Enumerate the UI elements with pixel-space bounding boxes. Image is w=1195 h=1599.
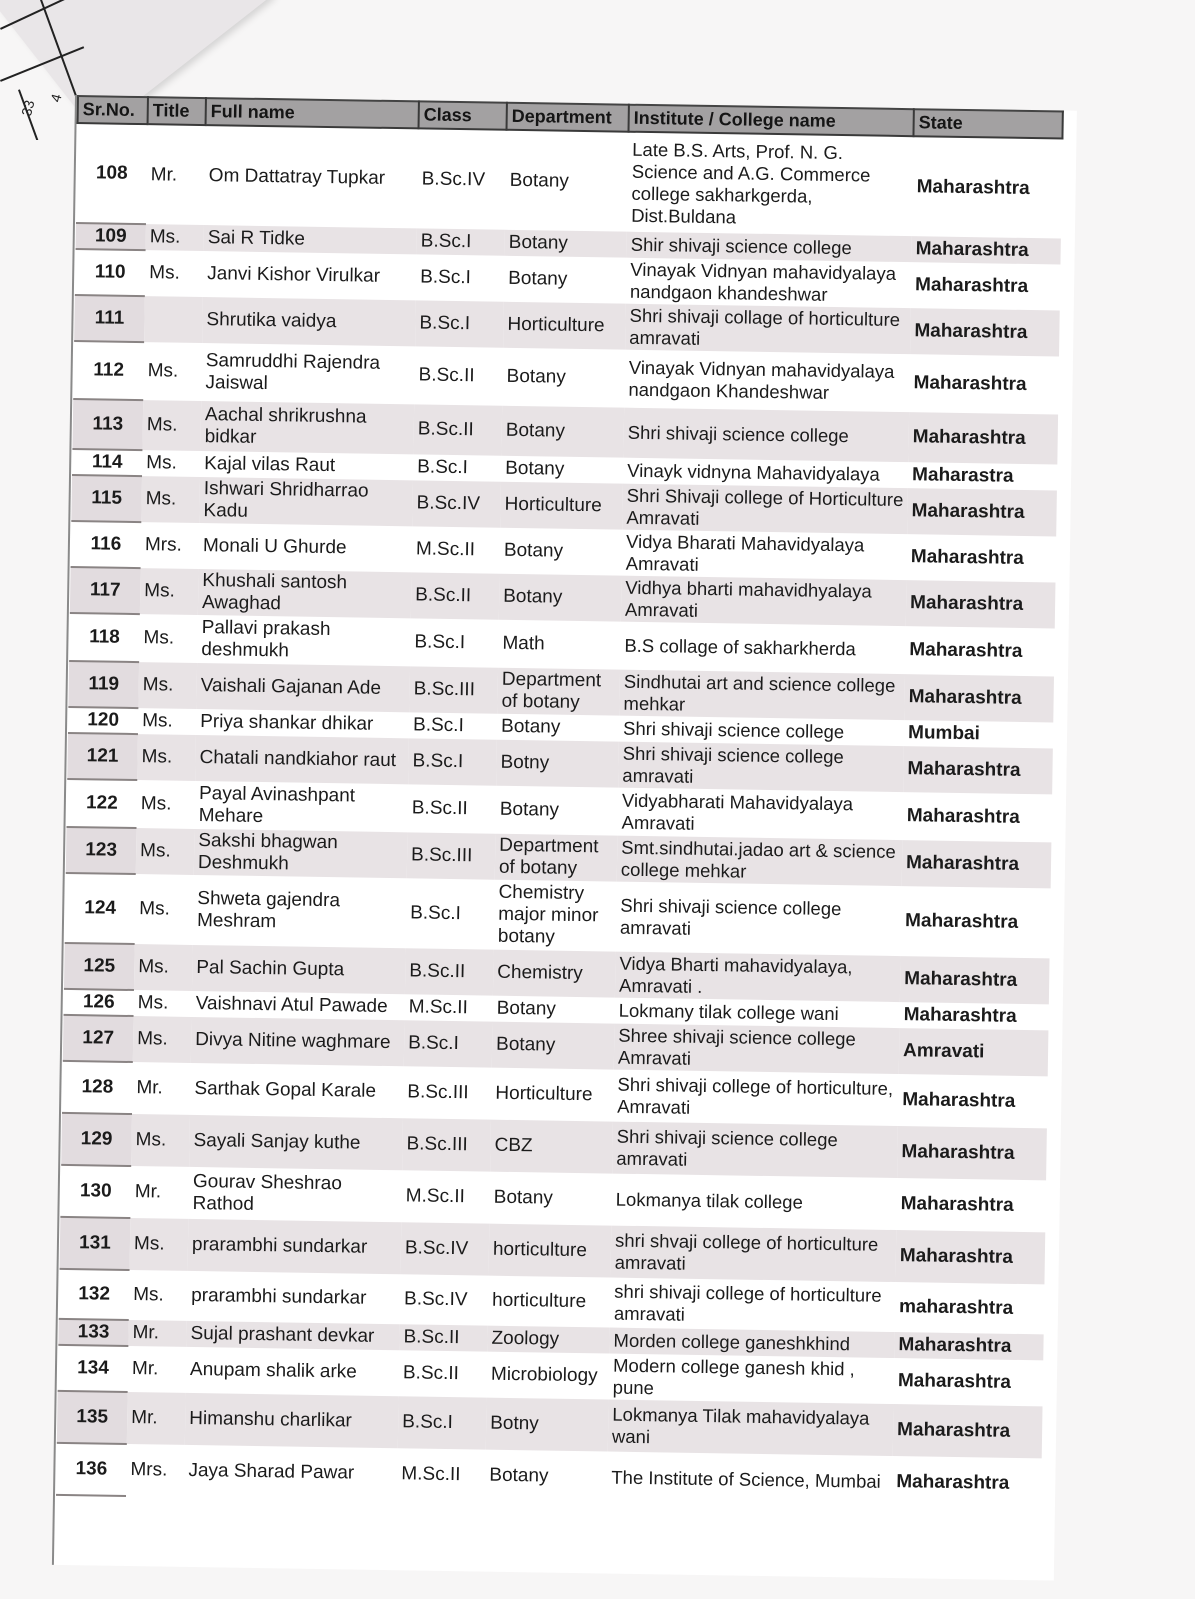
cell-state: Maharashtra — [909, 639, 1023, 662]
cell-sr-no: 123 — [66, 827, 137, 874]
cell-full-name: Priya shankar dhikar — [200, 711, 374, 735]
cell-class: B.Sc.I — [412, 714, 464, 737]
cell-department: Chemistry — [493, 950, 616, 998]
cell-institute: Vinayak Vidnyan mahavidyalaya nandgaon Khandeshwar — [628, 356, 895, 403]
cell-full-name: Pal Sachin Gupta — [192, 945, 406, 994]
cell-department: Department of botany — [495, 834, 618, 882]
cell-class: B.Sc.II — [411, 797, 468, 820]
cell-full-name: Gourav Sheshrao Rathod — [192, 1170, 343, 1215]
cell-institute: Morden college ganeshkhind — [609, 1328, 894, 1358]
cell-title: Mr. — [134, 1181, 162, 1203]
cell-sr-no: 126 — [64, 989, 134, 1016]
cell-institute: Shri shivaji science college — [623, 408, 909, 462]
cell-title: Mr. — [136, 1077, 163, 1099]
cell-class: B.Sc.IV — [412, 480, 501, 527]
document-page — [52, 95, 1077, 1581]
cell-department: Department of botany — [497, 668, 620, 716]
cell-sr-no: 108 — [76, 123, 148, 224]
cell-department: Microbiology — [490, 1363, 598, 1387]
participants-table — [55, 95, 1064, 1511]
cell-institute: shri shvaji college of horticulture amravati — [610, 1226, 896, 1282]
cell-class: B.Sc.I — [410, 902, 462, 925]
header-sr-no: Sr.No. — [78, 96, 148, 124]
cell-class: B.Sc.III — [402, 1118, 491, 1171]
cell-class: B.Sc.III — [407, 1081, 469, 1104]
cell-sr-no: 127 — [63, 1015, 134, 1062]
cell-title: Mrs. — [144, 534, 183, 556]
cell-class: B.Sc.IV — [421, 167, 486, 190]
cell-title: Ms. — [137, 734, 196, 781]
cell-institute: B.S collage of sakharkherda — [624, 634, 856, 660]
cell-sr-no: 125 — [64, 943, 135, 990]
cell-state: Maharashtra — [893, 1404, 1043, 1458]
cell-class: B.Sc.IV — [401, 1222, 490, 1275]
cell-full-name: Vaishali Gajanan Ade — [196, 663, 410, 712]
cell-class: M.Sc.II — [415, 538, 476, 561]
cell-title: Ms. — [137, 992, 169, 1014]
table-row — [76, 123, 1062, 238]
cell-institute: Shir shivaji science college — [627, 232, 912, 262]
cell-department: Botany — [508, 267, 568, 290]
header-institute: Institute / College name — [628, 105, 913, 136]
cell-class: B.Sc.II — [411, 572, 500, 619]
cell-class: B.Sc.I — [414, 631, 466, 654]
cell-full-name: Sarthak Gopal Karale — [194, 1077, 377, 1102]
header-class: Class — [419, 101, 507, 129]
cell-institute: shri shivaji college of horticulture amravati — [613, 1280, 882, 1325]
cell-department: Botany — [499, 574, 622, 622]
cell-sr-no: 131 — [60, 1217, 131, 1270]
cell-state: Maharashtra — [900, 1193, 1014, 1216]
cell-state: Maharashtra — [908, 412, 1058, 464]
cell-full-name: Divya Nitine waghmare — [191, 1017, 405, 1066]
cell-class: B.Sc.II — [405, 948, 494, 995]
cell-institute: Vidhya bharti mahavidhyalaya Amravati — [621, 576, 907, 626]
cell-class: M.Sc.II — [408, 996, 469, 1019]
cell-full-name: Shrutika vaidya — [202, 297, 416, 346]
cell-sr-no: 115 — [71, 475, 142, 522]
cell-title: Mr. — [127, 1392, 186, 1445]
cell-sr-no: 130 — [60, 1165, 131, 1218]
cell-state: Maharashtra — [910, 546, 1025, 569]
cell-department: Botany — [505, 230, 627, 258]
cell-class: B.Sc.I — [417, 228, 505, 255]
cell-sr-no: 110 — [75, 249, 146, 296]
cell-class: B.Sc.III — [409, 666, 498, 713]
cell-institute: Shri shivaji science college amravati — [619, 894, 842, 939]
cell-full-name: prarambhi sundarkar — [188, 1219, 402, 1274]
cell-full-name: Sai R Tidke — [204, 225, 417, 254]
cell-full-name: Samruddhi Rajendra Jaiswal — [205, 350, 381, 395]
cell-state: Maharashtra — [916, 175, 1030, 199]
cell-title: Mr. — [150, 163, 178, 186]
cell-title: Ms. — [143, 627, 175, 649]
cell-title — [144, 296, 203, 343]
cell-title: Ms. — [149, 262, 180, 284]
cell-sr-no: 113 — [72, 399, 143, 450]
cell-institute: Modern college ganesh khid , pune — [612, 1354, 855, 1399]
cell-sr-no: 122 — [67, 779, 138, 828]
header-title: Title — [148, 97, 206, 125]
cell-institute: Vidyabharati Mahavidyalaya Amravati — [621, 789, 854, 834]
cell-title: Ms. — [141, 476, 200, 523]
cell-full-name: Chatali nandkiahor raut — [195, 735, 409, 784]
cell-department: Horticulture — [500, 482, 623, 530]
cell-institute: Vidya Bharti mahavidyalaya, Amravati . — [615, 952, 901, 1002]
cell-sr-no: 134 — [58, 1345, 129, 1392]
cell-title: Ms. — [139, 898, 170, 920]
cell-sr-no: 120 — [68, 707, 138, 734]
cell-sr-no: 109 — [76, 223, 146, 250]
cell-state: Maharashtra — [903, 1004, 1017, 1027]
cell-sr-no: 118 — [69, 613, 140, 662]
cell-sr-no: 121 — [67, 733, 138, 780]
cell-full-name: Khushali santosh Awaghad — [198, 569, 412, 618]
cell-institute: Vidya Bharati Mahavidyalaya Amravati — [625, 530, 865, 575]
cell-full-name: Om Dattatray Tupkar — [208, 164, 386, 189]
header-full-name: Full name — [206, 98, 419, 128]
cell-institute: Shri shivaji science college amravati — [618, 742, 904, 792]
cell-sr-no: 135 — [57, 1391, 128, 1444]
cell-department: Botny — [496, 740, 619, 788]
cell-department: Botany — [506, 365, 566, 388]
cell-full-name: Himanshu charlikar — [185, 1393, 399, 1448]
cell-class: B.Sc.I — [420, 266, 472, 289]
cell-full-name: prarambhi sundarkar — [190, 1284, 367, 1309]
cell-title: Ms. — [133, 1016, 192, 1063]
cell-sr-no: 136 — [56, 1443, 127, 1496]
cell-institute: Lokmanya Tilak mahavidyalaya wani — [608, 1400, 894, 1456]
cell-institute: Smt.sindhutai.jadao art & science college mehkar — [617, 836, 903, 886]
cell-full-name: Kajal vilas Raut — [204, 453, 336, 477]
cell-full-name: Sujal prashant devkar — [186, 1321, 399, 1350]
header-state: State — [913, 109, 1062, 138]
cell-class: B.Sc.I — [398, 1396, 487, 1449]
cell-state: Maharashtra — [894, 1332, 1043, 1360]
cell-full-name: Monali U Ghurde — [202, 535, 347, 559]
cell-institute: Shri Shivaji college of Horticulture Amravati — [622, 484, 908, 534]
cell-institute: Shri shivaji collage of horticulture amravati — [625, 304, 911, 354]
cell-full-name: Payal Avinashpant Mehare — [198, 783, 356, 828]
cell-title: Mrs. — [130, 1459, 168, 1481]
cell-department: Botany — [492, 1022, 615, 1070]
cell-state: Maharashtra — [906, 580, 1056, 628]
cell-sr-no: 128 — [62, 1061, 133, 1114]
cell-department: Botany — [509, 169, 570, 192]
cell-title: Ms. — [140, 568, 199, 615]
cell-state: Maharashtra — [897, 1126, 1047, 1180]
cell-sr-no: 117 — [70, 567, 141, 614]
cell-institute: The Institute of Science, Mumbai — [611, 1466, 881, 1492]
cell-institute: Sindhutai art and science college mehkar — [619, 670, 905, 720]
cell-department: Botany — [505, 457, 565, 480]
cell-title: Ms. — [134, 944, 193, 991]
cell-class: M.Sc.II — [401, 1463, 461, 1486]
cell-state: Maharashtra — [897, 1370, 1012, 1393]
cell-full-name: Janvi Kishor Virulkar — [207, 263, 381, 287]
cell-department: Zoology — [487, 1326, 609, 1354]
cell-department: Botany — [496, 997, 557, 1020]
cell-title: Ms. — [146, 224, 204, 251]
cell-state: Maharashtra — [904, 674, 1054, 722]
cell-sr-no: 119 — [68, 661, 139, 708]
cell-department: Botny — [486, 1398, 609, 1452]
cell-state: Maharashtra — [904, 910, 1019, 933]
cell-department: Botany — [501, 406, 624, 458]
cell-state: Maharashtra — [907, 488, 1057, 536]
cell-class: B.Sc.II — [399, 1324, 487, 1351]
cell-sr-no: 132 — [59, 1269, 130, 1320]
cell-state: Amravati — [899, 1028, 1049, 1076]
cell-department: Horticulture — [503, 302, 626, 350]
cell-title: Ms. — [138, 662, 197, 709]
cell-state: Maharashtra — [900, 956, 1050, 1004]
cell-state: Maharashtra — [902, 840, 1052, 888]
cell-state: maharashtra — [898, 1296, 1014, 1319]
cell-title: Ms. — [146, 452, 178, 474]
cell-department: horticulture — [489, 1224, 612, 1278]
cell-full-name: Jaya Sharad Pawar — [188, 1459, 355, 1484]
cell-institute: Shri shivaji science college amravati — [612, 1122, 898, 1178]
cell-state: Maharashtra — [906, 805, 1020, 828]
cell-institute: Shri shivaji science college — [622, 717, 845, 743]
cell-department: horticulture — [491, 1289, 587, 1313]
cell-state: Maharastra — [911, 464, 1014, 487]
cell-title: Ms. — [147, 360, 179, 382]
cell-state: Maharashtra — [902, 1089, 1016, 1112]
cell-sr-no: 114 — [72, 449, 142, 476]
cell-class: B.Sc.III — [407, 832, 496, 879]
cell-institute: Lokmanya tilak college — [615, 1188, 804, 1213]
cell-full-name: Aachal shrikrushna bidkar — [200, 401, 414, 454]
cell-sr-no: 111 — [74, 295, 145, 342]
cell-title: Mr. — [131, 1358, 159, 1380]
cell-class: B.Sc.I — [417, 456, 469, 479]
cell-class: B.Sc.II — [413, 404, 502, 455]
cell-sr-no: 116 — [71, 521, 142, 568]
cell-class: M.Sc.II — [405, 1185, 466, 1208]
cell-sr-no: 124 — [65, 873, 136, 944]
cell-sr-no: 129 — [61, 1113, 132, 1166]
cell-state: Maharashtra — [914, 274, 1029, 297]
corner-number: 4 — [47, 92, 65, 104]
cell-title: Ms. — [130, 1218, 189, 1271]
cell-department: Botany — [493, 1186, 554, 1209]
cell-department: CBZ — [490, 1120, 613, 1174]
cell-state: Maharashtra — [913, 372, 1027, 395]
cell-class: B.Sc.II — [418, 364, 475, 387]
cell-class: B.Sc.I — [404, 1020, 493, 1067]
cell-class: B.Sc.II — [402, 1362, 460, 1385]
cell-department: Botany — [500, 715, 561, 738]
cell-title: Mr. — [128, 1320, 186, 1347]
cell-full-name: Sakshi bhagwan Deshmukh — [194, 829, 408, 878]
cell-state: Maharashtra — [910, 308, 1060, 356]
cell-full-name: Shweta gajendra Meshram — [196, 888, 341, 933]
cell-sr-no: 112 — [73, 341, 144, 400]
cell-state: Maharashtra — [896, 1471, 1010, 1494]
cell-institute: Shree shivaji science college Amravati — [614, 1024, 900, 1074]
cell-institute: Shri shivaji college of horticulture, Amravati — [617, 1073, 894, 1118]
cell-state: Maharashtra — [895, 1230, 1045, 1284]
cell-department: Horticulture — [495, 1082, 593, 1106]
cell-institute: Lokmany tilak college wani — [618, 999, 839, 1025]
cell-department: Botany — [499, 798, 560, 821]
cell-full-name: Pallavi prakash deshmukh — [201, 617, 331, 662]
cell-department: Botany — [489, 1464, 549, 1487]
cell-title: Ms. — [136, 828, 195, 875]
cell-state: Maharashtra — [911, 236, 1060, 264]
header-department: Department — [507, 103, 629, 132]
cell-institute: Vinayak Vidnyan mahavidyalaya nandgaon khandeshwar — [629, 258, 897, 305]
cell-title: Ms. — [133, 1284, 164, 1306]
cell-title: Ms. — [131, 1114, 190, 1167]
cell-class: B.Sc.I — [415, 300, 504, 347]
cell-institute: Vinayk vidnyna Mahavidyalaya — [627, 459, 880, 485]
cell-department: Botany — [503, 539, 564, 562]
corner-number: 33 — [18, 98, 38, 118]
cell-full-name: Ishwari Shridharrao Kadu — [199, 477, 413, 526]
cell-department: Math — [502, 632, 545, 655]
cell-full-name: Anupam shalik arke — [189, 1358, 358, 1383]
cell-state: Maharashtra — [903, 746, 1053, 794]
cell-class: B.Sc.I — [408, 738, 497, 785]
cell-class: B.Sc.IV — [403, 1288, 468, 1311]
cell-institute: Late B.S. Arts, Prof. N. G. Science and A.G. Commerce college sakharkgerda, Dist.Buldana — [631, 138, 871, 227]
cell-department: Chemistry major minor botany — [497, 881, 599, 948]
cell-state: Mumbai — [907, 722, 981, 745]
cell-sr-no: 133 — [58, 1319, 128, 1346]
cell-title: Ms. — [142, 400, 201, 451]
cell-full-name: Vaishnavi Atul Pawade — [195, 993, 388, 1018]
cell-full-name: Sayali Sanjay kuthe — [189, 1115, 403, 1170]
cell-title: Ms. — [140, 793, 172, 815]
cell-title: Ms. — [142, 710, 173, 732]
